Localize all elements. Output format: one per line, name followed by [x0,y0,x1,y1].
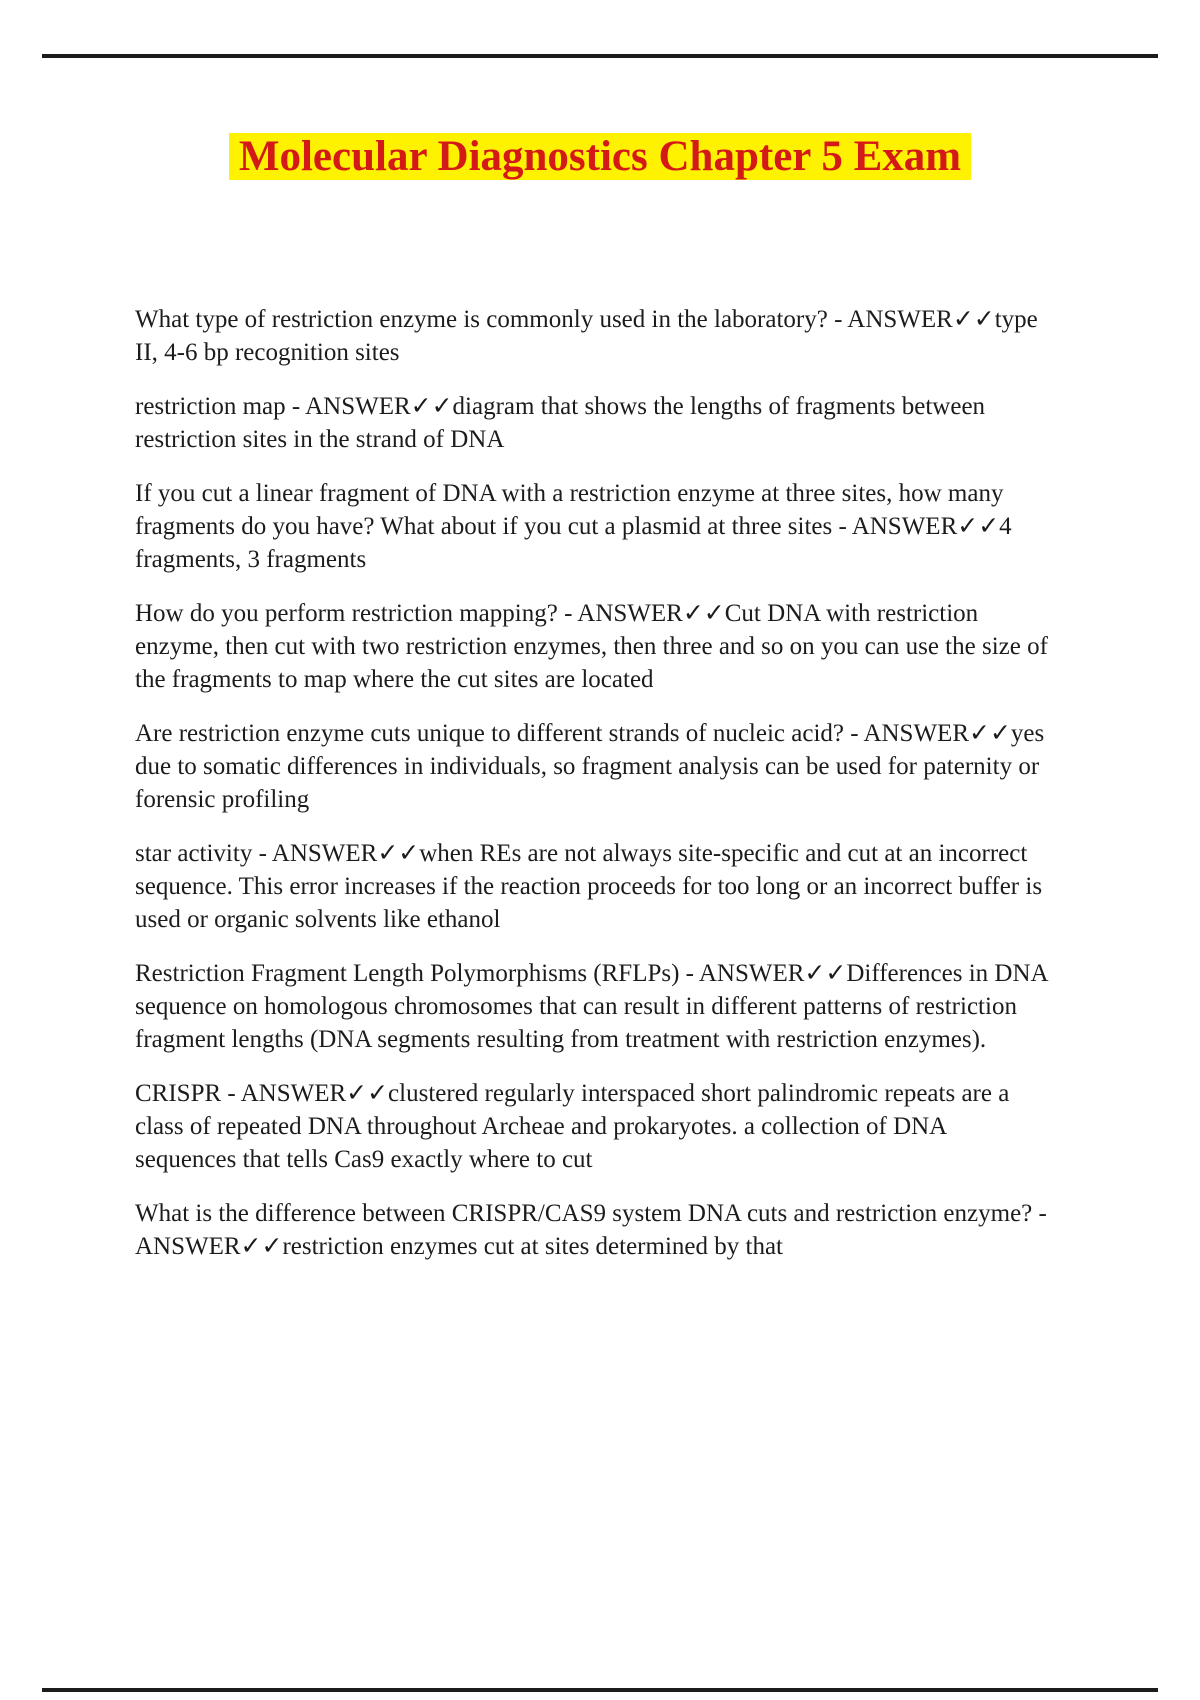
qa-paragraph: star activity - ANSWER✓✓when REs are not always site-specific and cut at an incorrect sequence. This error increases if the reaction proceeds for too long or an incorrect buffer is used or organic solvents like ethanol [135,840,1043,933]
document-body [135,303,1050,1284]
qa-paragraph: If you cut a linear fragment of DNA with a restriction enzyme at three sites, how many fragments do you have? What about if you cut a plasmid at three sites - ANSWER✓✓4 fragments, 3 fragments [135,480,1012,573]
page-title-text: Molecular Diagnostics Chapter 5 Exam [229,133,971,180]
top-rule [42,54,1158,58]
qa-paragraph: How do you perform restriction mapping? - ANSWER✓✓Cut DNA with restriction enzyme, then cut with two restriction enzymes, then three and so on you can use the size of the fragments to map where the cut sites are located [135,600,1048,693]
qa-paragraph: Restriction Fragment Length Polymorphisms (RFLPs) - ANSWER✓✓Differences in DNA sequence on homologous chromosomes that can result in different patterns of restriction fragment lengths (DNA segments resulting from treatment with restriction enzymes). [135,960,1048,1053]
qa-paragraph: What type of restriction enzyme is commonly used in the laboratory? - ANSWER✓✓type II, 4-6 bp recognition sites [135,306,1038,366]
qa-paragraph: restriction map - ANSWER✓✓diagram that shows the lengths of fragments between restriction sites in the strand of DNA [135,393,986,453]
qa-paragraph: Are restriction enzyme cuts unique to different strands of nucleic acid? - ANSWER✓✓yes due to somatic differences in individuals, so fragment analysis can be used for paternity or forensic profiling [135,720,1045,813]
title-block [0,126,1200,188]
qa-paragraph: What is the difference between CRISPR/CAS9 system DNA cuts and restriction enzyme? - ANSWER✓✓restriction enzymes cut at sites determined by that [135,1200,1047,1260]
qa-paragraph: CRISPR - ANSWER✓✓clustered regularly interspaced short palindromic repeats are a class of repeated DNA throughout Archeae and prokaryotes. a collection of DNA sequences that tells Cas9 exactly where to cut [135,1080,1010,1173]
page-title [229,126,971,188]
bottom-rule [42,1688,1158,1692]
